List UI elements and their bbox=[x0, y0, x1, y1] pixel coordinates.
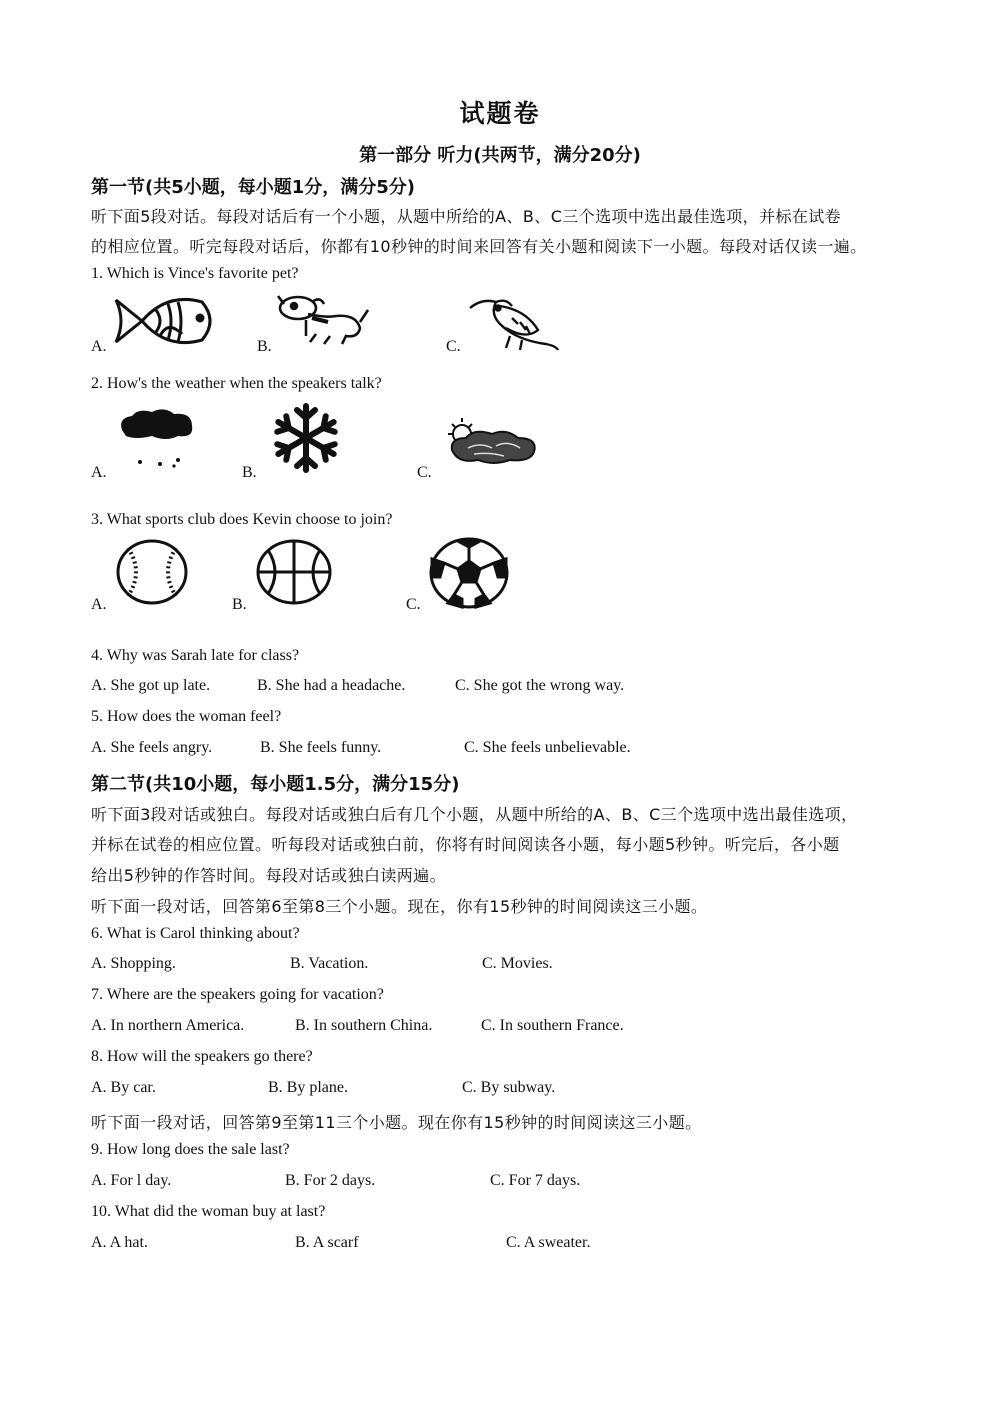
q1-option-c-label: C. bbox=[446, 338, 461, 355]
q1-option-a-label: A. bbox=[91, 338, 107, 355]
section1-heading: 第一节(共5小题，每小题1分，满分5分) bbox=[91, 177, 416, 198]
question-8-text: 8. How will the speakers go there? bbox=[91, 1048, 313, 1065]
parrot-icon bbox=[466, 294, 560, 352]
snowflake-icon bbox=[266, 402, 346, 474]
q10-option-a: A. A hat. bbox=[91, 1234, 148, 1251]
q5-option-c: C. She feels unbelievable. bbox=[464, 739, 631, 756]
dialog-instruction-9-11: 听下面一段对话，回答第9至第11三个小题。现在你有15秒钟的时间阅读这三小题。 bbox=[91, 1113, 702, 1132]
paper-title: 试题卷 bbox=[459, 99, 541, 128]
rain-cloud-icon bbox=[116, 406, 196, 472]
question-6-text: 6. What is Carol thinking about? bbox=[91, 925, 300, 942]
q5-option-a: A. She feels angry. bbox=[91, 739, 213, 756]
basketball-icon bbox=[254, 538, 334, 606]
section2-heading: 第二节(共10小题，每小题1.5分，满分15分) bbox=[91, 774, 460, 795]
q7-option-a: A. In northern America. bbox=[91, 1017, 245, 1034]
q3-option-c-label: C. bbox=[406, 596, 421, 613]
dog-icon bbox=[276, 292, 370, 348]
q2-option-c-label: C. bbox=[417, 464, 432, 481]
question-5-text: 5. How does the woman feel? bbox=[91, 708, 282, 725]
q5-option-b: B. She feels funny. bbox=[260, 739, 382, 756]
q6-option-b: B. Vacation. bbox=[290, 955, 369, 972]
section2-instruction-line3: 给出5秒钟的作答时间。每段对话或独白读两遍。 bbox=[91, 866, 446, 885]
question-1-text: 1. Which is Vince's favorite pet? bbox=[91, 265, 299, 282]
question-3-text: 3. What sports club does Kevin choose to join? bbox=[91, 511, 393, 528]
q9-option-c: C. For 7 days. bbox=[490, 1172, 581, 1189]
question-7-text: 7. Where are the speakers going for vacation? bbox=[91, 986, 384, 1003]
question-9-text: 9. How long does the sale last? bbox=[91, 1141, 290, 1158]
q9-option-b: B. For 2 days. bbox=[285, 1172, 376, 1189]
question-4-text: 4. Why was Sarah late for class? bbox=[91, 647, 300, 664]
fish-icon bbox=[112, 290, 220, 352]
section1-instruction-line2: 的相应位置。听完每段对话后，你都有10秒钟的时间来回答有关小题和阅读下一小题。每段对话仅读一遍。 bbox=[91, 237, 867, 256]
q9-option-a: A. For l day. bbox=[91, 1172, 172, 1189]
q10-option-b: B. A scarf bbox=[295, 1234, 359, 1251]
section1-instruction-line1: 听下面5段对话。每段对话后有一个小题，从题中所给的A、B、C三个选项中选出最佳选项，并标在试卷 bbox=[91, 207, 842, 226]
question-2-text: 2. How's the weather when the speakers talk? bbox=[91, 375, 382, 392]
dialog-instruction-6-8: 听下面一段对话，回答第6至第8三个小题。现在，你有15秒钟的时间阅读这三小题。 bbox=[91, 897, 708, 916]
q6-option-c: C. Movies. bbox=[482, 955, 553, 972]
q3-option-b-label: B. bbox=[232, 596, 247, 613]
q4-option-a: A. She got up late. bbox=[91, 677, 211, 694]
q8-option-b: B. By plane. bbox=[268, 1079, 348, 1096]
q1-option-b-label: B. bbox=[257, 338, 272, 355]
q4-option-b: B. She had a headache. bbox=[257, 677, 406, 694]
section2-instruction-line1: 听下面3段对话或独白。每段对话或独白后有几个小题，从题中所给的A、B、C三个选项中选出最佳选项， bbox=[91, 805, 858, 824]
q6-option-a: A. Shopping. bbox=[91, 955, 176, 972]
q8-option-c: C. By subway. bbox=[462, 1079, 556, 1096]
q7-option-b: B. In southern China. bbox=[295, 1017, 433, 1034]
baseball-icon bbox=[114, 538, 190, 606]
q3-option-a-label: A. bbox=[91, 596, 107, 613]
sun-cloud-icon bbox=[444, 414, 540, 468]
part-heading: 第一部分 听力(共两节，满分20分) bbox=[359, 145, 641, 166]
q4-option-c: C. She got the wrong way. bbox=[455, 677, 625, 694]
q8-option-a: A. By car. bbox=[91, 1079, 156, 1096]
q2-option-b-label: B. bbox=[242, 464, 257, 481]
section2-instruction-line2: 并标在试卷的相应位置。听每段对话或独白前，你将有时间阅读各小题，每小题5秒钟。听完后，各小题 bbox=[91, 835, 840, 854]
question-10-text: 10. What did the woman buy at last? bbox=[91, 1203, 326, 1220]
q10-option-c: C. A sweater. bbox=[506, 1234, 591, 1251]
q2-option-a-label: A. bbox=[91, 464, 107, 481]
q7-option-c: C. In southern France. bbox=[481, 1017, 624, 1034]
soccer-ball-icon bbox=[428, 537, 510, 609]
